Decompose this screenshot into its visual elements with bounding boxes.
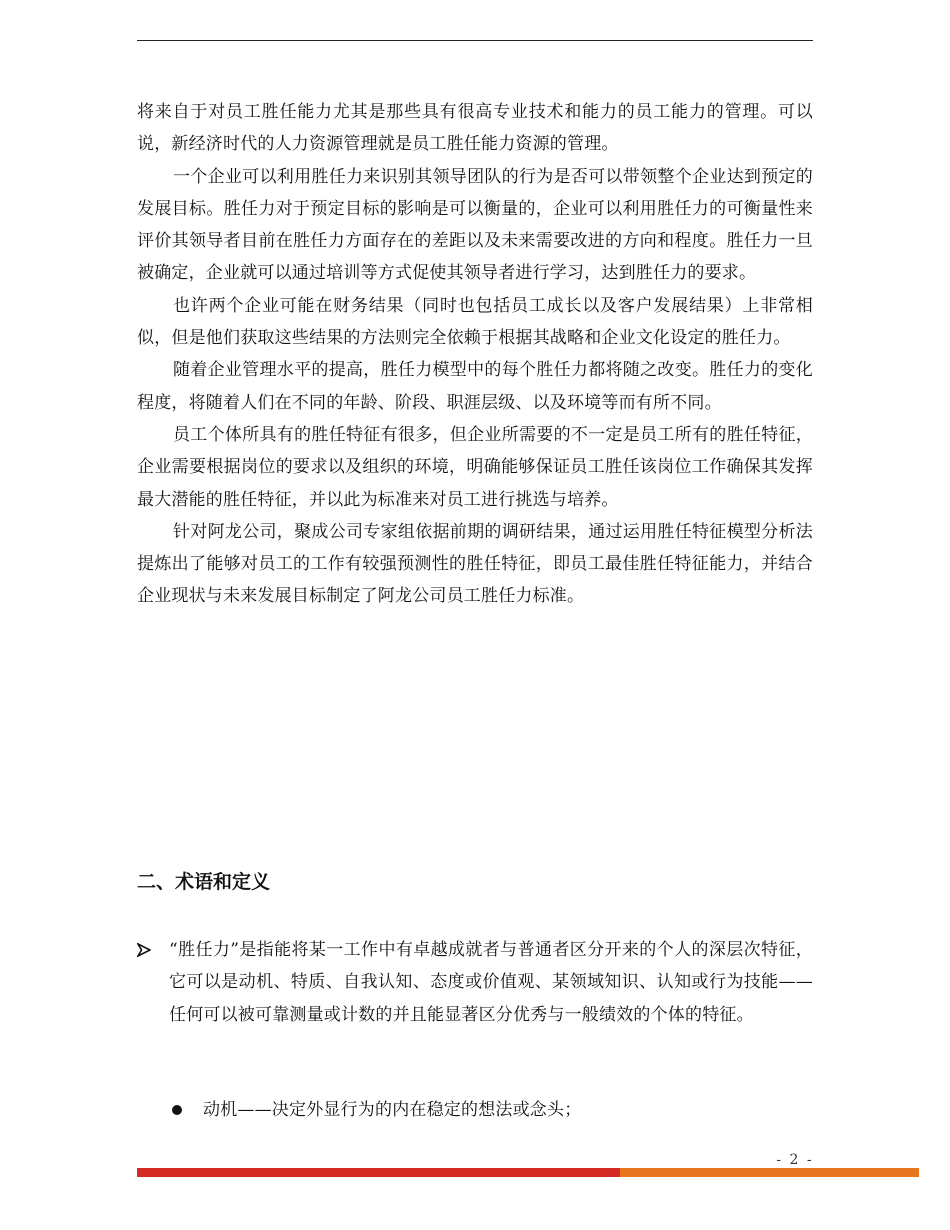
bullet-text: 动机——决定外显行为的内在稳定的想法或念头； bbox=[203, 1100, 582, 1120]
footer-bar-red bbox=[137, 1168, 620, 1177]
section-heading: 二、术语和定义 bbox=[137, 871, 271, 893]
paragraph: 针对阿龙公司，聚成公司专家组依据前期的调研结果，通过运用胜任特征模型分析法提炼出了能够对员工的工作有较强预测性的胜任特征，即员工最佳胜任特征能力，并结合企业现状与未来发展目标制定了阿龙公司员工胜任力标准。 bbox=[137, 521, 813, 607]
header-rule bbox=[137, 40, 813, 41]
body-text bbox=[137, 96, 813, 613]
footer-bar-orange bbox=[620, 1168, 919, 1177]
arrowhead-bullet-icon bbox=[137, 943, 151, 957]
paragraph: 将来自于对员工胜任能力尤其是那些具有很高专业技术和能力的员工能力的管理。可以说，新经济时代的人力资源管理就是员工胜任能力资源的管理。 bbox=[137, 102, 813, 155]
page-number: - 2 - bbox=[776, 1152, 814, 1168]
definition-text: “胜任力”是指能将某一工作中有卓越成就者与普通者区分开来的个人的深层次特征，它可以是动机、特质、自我认知、态度或价值观、某领域知识、认知或行为技能——任何可以被可靠测量或计数的并且能显著区分优秀与一般绩效的个体的特征。 bbox=[169, 940, 813, 1025]
definition-list-item bbox=[137, 934, 813, 1031]
paragraph: 一个企业可以利用胜任力来识别其领导团队的行为是否可以带领整个企业达到预定的发展目标。胜任力对于预定目标的影响是可以衡量的，企业可以利用胜任力的可衡量性来评价其领导者目前在胜任力方面存在的差距以及未来需要改进的方向和程度。胜任力一旦被确定，企业就可以通过培训等方式促使其领导者进行学习，达到胜任力的要求。 bbox=[137, 166, 813, 284]
bullet-list-item bbox=[172, 1094, 812, 1126]
paragraph: 也许两个企业可能在财务结果（同时也包括员工成长以及客户发展结果）上非常相似，但是他们获取这些结果的方法则完全依赖于根据其战略和企业文化设定的胜任力。 bbox=[137, 295, 813, 349]
filled-circle-bullet-icon bbox=[172, 1105, 182, 1115]
paragraph: 员工个体所具有的胜任特征有很多，但企业所需要的不一定是员工所有的胜任特征，企业需要根据岗位的要求以及组织的环境，明确能够保证员工胜任该岗位工作确保其发挥最大潜能的胜任特征，并以此为标准来对员工进行挑选与培养。 bbox=[137, 424, 813, 510]
paragraph: 随着企业管理水平的提高，胜任力模型中的每个胜任力都将随之改变。胜任力的变化程度，将随着人们在不同的年龄、阶段、职涯层级、以及环境等而有所不同。 bbox=[137, 360, 813, 413]
